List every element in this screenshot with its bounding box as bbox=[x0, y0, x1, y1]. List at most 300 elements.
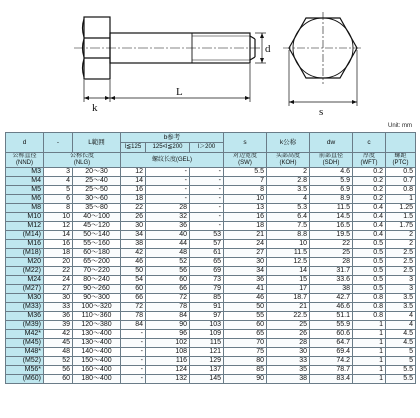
cell-pitch: 5.5 bbox=[386, 375, 416, 384]
cell-b-125-200: 52 bbox=[146, 258, 190, 267]
cell-c: 0.8 bbox=[353, 303, 386, 312]
cell-b-125-200: 90 bbox=[146, 321, 190, 330]
cell-dia: 48 bbox=[44, 348, 73, 357]
cell-size: M48* bbox=[6, 348, 44, 357]
header-nominal-dia: 公称直径 (NND) bbox=[6, 153, 44, 168]
table-row bbox=[6, 177, 416, 186]
cell-size: (M39) bbox=[6, 321, 44, 330]
cell-size: M3 bbox=[6, 168, 44, 177]
cell-c: 0.4 bbox=[353, 213, 386, 222]
cell-k: 18.7 bbox=[267, 294, 310, 303]
cell-b-125-200: 124 bbox=[146, 366, 190, 375]
cell-k: 4 bbox=[267, 195, 310, 204]
header-across-flats: 对边宽度 (SW) bbox=[224, 153, 267, 168]
cell-c: 1 bbox=[353, 357, 386, 366]
cell-c: 0.8 bbox=[353, 312, 386, 321]
cell-b-le125: - bbox=[121, 339, 146, 348]
cell-b-125-200: 102 bbox=[146, 339, 190, 348]
cell-b-gt200: 97 bbox=[190, 312, 224, 321]
cell-s: 70 bbox=[224, 339, 267, 348]
cell-dia: 30 bbox=[44, 294, 73, 303]
cell-s: 5.5 bbox=[224, 168, 267, 177]
table-row bbox=[6, 321, 416, 330]
cell-dw: 78.7 bbox=[310, 366, 353, 375]
cell-k: 30 bbox=[267, 348, 310, 357]
cell-length-range: 160～400 bbox=[73, 366, 121, 375]
cell-b-125-200: 72 bbox=[146, 294, 190, 303]
cell-size: M16 bbox=[6, 240, 44, 249]
cell-dw: 19.5 bbox=[310, 231, 353, 240]
cell-b-le125: - bbox=[121, 348, 146, 357]
cell-b-125-200: 48 bbox=[146, 249, 190, 258]
cell-length-range: 90～300 bbox=[73, 294, 121, 303]
cell-k: 8.8 bbox=[267, 231, 310, 240]
cell-b-le125: - bbox=[121, 357, 146, 366]
cell-b-le125: 50 bbox=[121, 267, 146, 276]
table-row bbox=[6, 294, 416, 303]
hex-bolt-drawing bbox=[0, 0, 420, 116]
cell-dia: 12 bbox=[44, 222, 73, 231]
cell-length-range: 20～30 bbox=[73, 168, 121, 177]
header-b-range-1: l≦125 bbox=[121, 143, 146, 153]
cell-s: 10 bbox=[224, 195, 267, 204]
cell-s: 80 bbox=[224, 357, 267, 366]
table-row bbox=[6, 240, 416, 249]
table-row bbox=[6, 366, 416, 375]
cell-dw: 55.9 bbox=[310, 321, 353, 330]
cell-s: 90 bbox=[224, 375, 267, 384]
header-b-range-2: 125<l≦200 bbox=[146, 143, 190, 153]
table-row bbox=[6, 375, 416, 384]
header-l-range: L範囲 bbox=[73, 133, 121, 153]
cell-length-range: 110～360 bbox=[73, 312, 121, 321]
cell-b-125-200: 78 bbox=[146, 303, 190, 312]
cell-size: (M52) bbox=[6, 357, 44, 366]
cell-b-gt200: - bbox=[190, 204, 224, 213]
cell-dw: 69.4 bbox=[310, 348, 353, 357]
cell-length-range: 130～400 bbox=[73, 330, 121, 339]
cell-b-le125: 22 bbox=[121, 204, 146, 213]
header-thread-pitch: 螺距 (PTC) bbox=[386, 153, 416, 168]
table-row bbox=[6, 267, 416, 276]
cell-length-range: 55～160 bbox=[73, 240, 121, 249]
cell-pitch: 1.25 bbox=[386, 204, 416, 213]
cell-dw: 11.5 bbox=[310, 204, 353, 213]
cell-length-range: 180～400 bbox=[73, 375, 121, 384]
cell-dia: 42 bbox=[44, 330, 73, 339]
cell-s: 41 bbox=[224, 285, 267, 294]
cell-dia: 52 bbox=[44, 357, 73, 366]
cell-dia: 39 bbox=[44, 321, 73, 330]
cell-b-le125: 66 bbox=[121, 294, 146, 303]
cell-c: 0.2 bbox=[353, 168, 386, 177]
cell-b-125-200: 108 bbox=[146, 348, 190, 357]
cell-length-range: 25～50 bbox=[73, 186, 121, 195]
cell-s: 24 bbox=[224, 240, 267, 249]
cell-c: 0.5 bbox=[353, 258, 386, 267]
header-pitch bbox=[386, 133, 416, 153]
cell-size: M10 bbox=[6, 213, 44, 222]
cell-dw: 8.9 bbox=[310, 195, 353, 204]
cell-length-range: 45～120 bbox=[73, 222, 121, 231]
cell-b-gt200: 79 bbox=[190, 285, 224, 294]
cell-length-range: 150～400 bbox=[73, 357, 121, 366]
table-row bbox=[6, 312, 416, 321]
cell-length-range: 50～140 bbox=[73, 231, 121, 240]
header-head-height: 头部高度 (KOH) bbox=[267, 153, 310, 168]
cell-dia: 20 bbox=[44, 258, 73, 267]
cell-c: 0.4 bbox=[353, 222, 386, 231]
cell-s: 46 bbox=[224, 294, 267, 303]
cell-c: 0.5 bbox=[353, 276, 386, 285]
header-dw: dw bbox=[310, 133, 353, 153]
cell-s: 60 bbox=[224, 321, 267, 330]
dim-label-l: L bbox=[176, 86, 183, 98]
cell-size: (M45) bbox=[6, 339, 44, 348]
cell-k: 10 bbox=[267, 240, 310, 249]
cell-length-range: 65～200 bbox=[73, 258, 121, 267]
cell-b-gt200: 103 bbox=[190, 321, 224, 330]
cell-pitch: 3 bbox=[386, 276, 416, 285]
cell-b-le125: 42 bbox=[121, 249, 146, 258]
cell-b-le125: 34 bbox=[121, 231, 146, 240]
cell-b-le125: 14 bbox=[121, 177, 146, 186]
cell-length-range: 60～180 bbox=[73, 249, 121, 258]
cell-b-125-200: 56 bbox=[146, 267, 190, 276]
unit-note: Unit: mm bbox=[388, 123, 412, 129]
cell-b-125-200: - bbox=[146, 186, 190, 195]
cell-length-range: 100～320 bbox=[73, 303, 121, 312]
cell-b-gt200: 69 bbox=[190, 267, 224, 276]
cell-c: 1 bbox=[353, 375, 386, 384]
cell-dia: 60 bbox=[44, 375, 73, 384]
cell-b-le125: - bbox=[121, 366, 146, 375]
dim-label-d: d bbox=[265, 43, 271, 55]
cell-pitch: 1.75 bbox=[386, 222, 416, 231]
table-row bbox=[6, 357, 416, 366]
cell-s: 7 bbox=[224, 177, 267, 186]
cell-c: 1 bbox=[353, 339, 386, 348]
cell-b-125-200: 66 bbox=[146, 285, 190, 294]
cell-b-le125: 12 bbox=[121, 168, 146, 177]
cell-c: 0.4 bbox=[353, 204, 386, 213]
cell-s: 50 bbox=[224, 303, 267, 312]
table-row bbox=[6, 258, 416, 267]
cell-c: 1 bbox=[353, 348, 386, 357]
cell-dw: 31.7 bbox=[310, 267, 353, 276]
cell-b-gt200: - bbox=[190, 177, 224, 186]
header-s: s bbox=[224, 133, 267, 153]
cell-dia: 24 bbox=[44, 276, 73, 285]
header-dash: - bbox=[44, 133, 73, 153]
cell-c: 1 bbox=[353, 321, 386, 330]
cell-size: (M14) bbox=[6, 231, 44, 240]
cell-k: 33 bbox=[267, 357, 310, 366]
cell-dw: 5.9 bbox=[310, 177, 353, 186]
cell-b-gt200: 115 bbox=[190, 339, 224, 348]
cell-c: 0.4 bbox=[353, 231, 386, 240]
cell-b-le125: 26 bbox=[121, 213, 146, 222]
cell-s: 75 bbox=[224, 348, 267, 357]
cell-pitch: 1 bbox=[386, 195, 416, 204]
cell-dw: 74.2 bbox=[310, 357, 353, 366]
cell-b-le125: 18 bbox=[121, 195, 146, 204]
cell-s: 34 bbox=[224, 267, 267, 276]
cell-k: 17 bbox=[267, 285, 310, 294]
cell-k: 26 bbox=[267, 330, 310, 339]
cell-b-le125: 78 bbox=[121, 312, 146, 321]
cell-pitch: 5.5 bbox=[386, 366, 416, 375]
cell-dia: 14 bbox=[44, 231, 73, 240]
table-row bbox=[6, 204, 416, 213]
cell-dia: 33 bbox=[44, 303, 73, 312]
spec-table-body bbox=[6, 168, 416, 384]
cell-size: M36 bbox=[6, 312, 44, 321]
cell-b-gt200: - bbox=[190, 168, 224, 177]
cell-size: (M60) bbox=[6, 375, 44, 384]
cell-dia: 6 bbox=[44, 195, 73, 204]
cell-pitch: 3.5 bbox=[386, 303, 416, 312]
cell-c: 0.5 bbox=[353, 240, 386, 249]
cell-size: (M27) bbox=[6, 285, 44, 294]
cell-b-125-200: - bbox=[146, 195, 190, 204]
cell-dw: 22 bbox=[310, 240, 353, 249]
cell-s: 16 bbox=[224, 213, 267, 222]
header-b-range-3: l＞200 bbox=[190, 143, 224, 153]
cell-pitch: 3 bbox=[386, 285, 416, 294]
cell-s: 55 bbox=[224, 312, 267, 321]
cell-b-gt200: - bbox=[190, 222, 224, 231]
cell-b-gt200: 57 bbox=[190, 240, 224, 249]
cell-size: M5 bbox=[6, 186, 44, 195]
cell-k: 7.5 bbox=[267, 222, 310, 231]
cell-k: 3.5 bbox=[267, 186, 310, 195]
cell-dia: 10 bbox=[44, 213, 73, 222]
cell-c: 0.2 bbox=[353, 186, 386, 195]
table-row bbox=[6, 339, 416, 348]
cell-dw: 33.6 bbox=[310, 276, 353, 285]
cell-b-125-200: 40 bbox=[146, 231, 190, 240]
cell-size: (M22) bbox=[6, 267, 44, 276]
cell-b-125-200: 32 bbox=[146, 213, 190, 222]
table-row bbox=[6, 285, 416, 294]
cell-dw: 28 bbox=[310, 258, 353, 267]
cell-size: M6 bbox=[6, 195, 44, 204]
cell-b-gt200: 137 bbox=[190, 366, 224, 375]
cell-dia: 5 bbox=[44, 186, 73, 195]
header-bearing-dia: 前部直径 (SDH) bbox=[310, 153, 353, 168]
cell-dia: 18 bbox=[44, 249, 73, 258]
cell-pitch: 1.5 bbox=[386, 213, 416, 222]
cell-b-125-200: 60 bbox=[146, 276, 190, 285]
cell-c: 1 bbox=[353, 330, 386, 339]
cell-k: 25 bbox=[267, 321, 310, 330]
table-row bbox=[6, 168, 416, 177]
cell-length-range: 80～240 bbox=[73, 276, 121, 285]
cell-b-125-200: 96 bbox=[146, 330, 190, 339]
cell-dia: 56 bbox=[44, 366, 73, 375]
cell-k: 5.3 bbox=[267, 204, 310, 213]
header-thread-len: 螺纹长度(GEL) bbox=[121, 153, 224, 168]
cell-b-gt200: - bbox=[190, 195, 224, 204]
cell-s: 18 bbox=[224, 222, 267, 231]
cell-k: 22.5 bbox=[267, 312, 310, 321]
cell-c: 0.2 bbox=[353, 195, 386, 204]
cell-dia: 3 bbox=[44, 168, 73, 177]
table-row bbox=[6, 222, 416, 231]
cell-size: M8 bbox=[6, 204, 44, 213]
cell-k: 21 bbox=[267, 303, 310, 312]
cell-b-125-200: 36 bbox=[146, 222, 190, 231]
cell-k: 38 bbox=[267, 375, 310, 384]
cell-dia: 22 bbox=[44, 267, 73, 276]
cell-b-125-200: 44 bbox=[146, 240, 190, 249]
cell-size: M30 bbox=[6, 294, 44, 303]
cell-b-le125: 30 bbox=[121, 222, 146, 231]
cell-c: 0.2 bbox=[353, 177, 386, 186]
cell-pitch: 4.5 bbox=[386, 330, 416, 339]
cell-length-range: 90～260 bbox=[73, 285, 121, 294]
cell-length-range: 40～100 bbox=[73, 213, 121, 222]
cell-dw: 42.7 bbox=[310, 294, 353, 303]
cell-dia: 16 bbox=[44, 240, 73, 249]
cell-pitch: 4 bbox=[386, 312, 416, 321]
cell-b-le125: - bbox=[121, 330, 146, 339]
cell-b-gt200: 129 bbox=[190, 357, 224, 366]
table-row bbox=[6, 186, 416, 195]
cell-dw: 46.6 bbox=[310, 303, 353, 312]
cell-dw: 38 bbox=[310, 285, 353, 294]
cell-pitch: 2.5 bbox=[386, 267, 416, 276]
cell-b-125-200: - bbox=[146, 168, 190, 177]
cell-b-le125: 84 bbox=[121, 321, 146, 330]
cell-length-range: 120～380 bbox=[73, 321, 121, 330]
cell-k: 35 bbox=[267, 366, 310, 375]
cell-c: 1 bbox=[353, 366, 386, 375]
cell-b-le125: 46 bbox=[121, 258, 146, 267]
cell-pitch: 4.5 bbox=[386, 339, 416, 348]
cell-pitch: 2.5 bbox=[386, 258, 416, 267]
cell-b-125-200: 28 bbox=[146, 204, 190, 213]
dim-label-s: s bbox=[319, 106, 324, 116]
table-row bbox=[6, 213, 416, 222]
header-nominal-len: 公称长度 (NLG) bbox=[44, 153, 121, 168]
table-row bbox=[6, 249, 416, 258]
cell-length-range: 25～40 bbox=[73, 177, 121, 186]
cell-b-gt200: - bbox=[190, 213, 224, 222]
cell-k: 14 bbox=[267, 267, 310, 276]
cell-k: 6.4 bbox=[267, 213, 310, 222]
cell-size: M56* bbox=[6, 366, 44, 375]
cell-b-le125: 38 bbox=[121, 240, 146, 249]
cell-length-range: 140～400 bbox=[73, 348, 121, 357]
cell-k: 15 bbox=[267, 276, 310, 285]
cell-s: 85 bbox=[224, 366, 267, 375]
cell-dw: 16.5 bbox=[310, 222, 353, 231]
cell-c: 0.5 bbox=[353, 249, 386, 258]
cell-k: 2 bbox=[267, 168, 310, 177]
cell-dia: 8 bbox=[44, 204, 73, 213]
cell-pitch: 2 bbox=[386, 240, 416, 249]
cell-dw: 14.5 bbox=[310, 213, 353, 222]
cell-k: 2.8 bbox=[267, 177, 310, 186]
cell-s: 30 bbox=[224, 258, 267, 267]
cell-b-gt200: 109 bbox=[190, 330, 224, 339]
header-b-ref: b参考 bbox=[121, 133, 224, 143]
dim-label-k: k bbox=[92, 102, 98, 114]
cell-b-125-200: 116 bbox=[146, 357, 190, 366]
cell-b-125-200: 84 bbox=[146, 312, 190, 321]
cell-b-gt200: 145 bbox=[190, 375, 224, 384]
cell-b-gt200: 61 bbox=[190, 249, 224, 258]
cell-pitch: 2 bbox=[386, 231, 416, 240]
cell-k: 28 bbox=[267, 339, 310, 348]
cell-pitch: 3.5 bbox=[386, 294, 416, 303]
cell-b-le125: - bbox=[121, 375, 146, 384]
cell-s: 65 bbox=[224, 330, 267, 339]
cell-b-gt200: 65 bbox=[190, 258, 224, 267]
cell-size: (M33) bbox=[6, 303, 44, 312]
cell-length-range: 30～60 bbox=[73, 195, 121, 204]
cell-b-gt200: 73 bbox=[190, 276, 224, 285]
cell-dw: 64.7 bbox=[310, 339, 353, 348]
cell-size: M20 bbox=[6, 258, 44, 267]
cell-size: M4 bbox=[6, 177, 44, 186]
cell-size: M12 bbox=[6, 222, 44, 231]
cell-s: 13 bbox=[224, 204, 267, 213]
cell-c: 0.5 bbox=[353, 285, 386, 294]
cell-b-le125: 60 bbox=[121, 285, 146, 294]
cell-pitch: 0.8 bbox=[386, 186, 416, 195]
cell-c: 0.8 bbox=[353, 294, 386, 303]
cell-pitch: 2.5 bbox=[386, 249, 416, 258]
cell-b-gt200: 53 bbox=[190, 231, 224, 240]
cell-b-125-200: 132 bbox=[146, 375, 190, 384]
cell-b-le125: 54 bbox=[121, 276, 146, 285]
cell-size: (M18) bbox=[6, 249, 44, 258]
header-d: d bbox=[6, 133, 44, 153]
cell-dia: 36 bbox=[44, 312, 73, 321]
cell-dw: 60.6 bbox=[310, 330, 353, 339]
cell-b-gt200: 91 bbox=[190, 303, 224, 312]
cell-length-range: 35～80 bbox=[73, 204, 121, 213]
cell-dw: 4.6 bbox=[310, 168, 353, 177]
cell-pitch: 0.7 bbox=[386, 177, 416, 186]
cell-length-range: 70～220 bbox=[73, 267, 121, 276]
cell-dw: 25 bbox=[310, 249, 353, 258]
cell-dw: 51.1 bbox=[310, 312, 353, 321]
cell-b-gt200: 121 bbox=[190, 348, 224, 357]
cell-pitch: 5 bbox=[386, 357, 416, 366]
table-row bbox=[6, 303, 416, 312]
cell-b-le125: 16 bbox=[121, 186, 146, 195]
header-k: k公称 bbox=[267, 133, 310, 153]
cell-b-gt200: - bbox=[190, 186, 224, 195]
table-row bbox=[6, 330, 416, 339]
cell-dw: 6.9 bbox=[310, 186, 353, 195]
cell-k: 12.5 bbox=[267, 258, 310, 267]
bolt-spec-table bbox=[5, 132, 416, 384]
table-row bbox=[6, 195, 416, 204]
cell-s: 36 bbox=[224, 276, 267, 285]
cell-s: 8 bbox=[224, 186, 267, 195]
cell-s: 27 bbox=[224, 249, 267, 258]
cell-size: M42* bbox=[6, 330, 44, 339]
cell-pitch: 0.5 bbox=[386, 168, 416, 177]
cell-dw: 83.4 bbox=[310, 375, 353, 384]
header-c: c bbox=[353, 133, 386, 153]
table-row bbox=[6, 276, 416, 285]
